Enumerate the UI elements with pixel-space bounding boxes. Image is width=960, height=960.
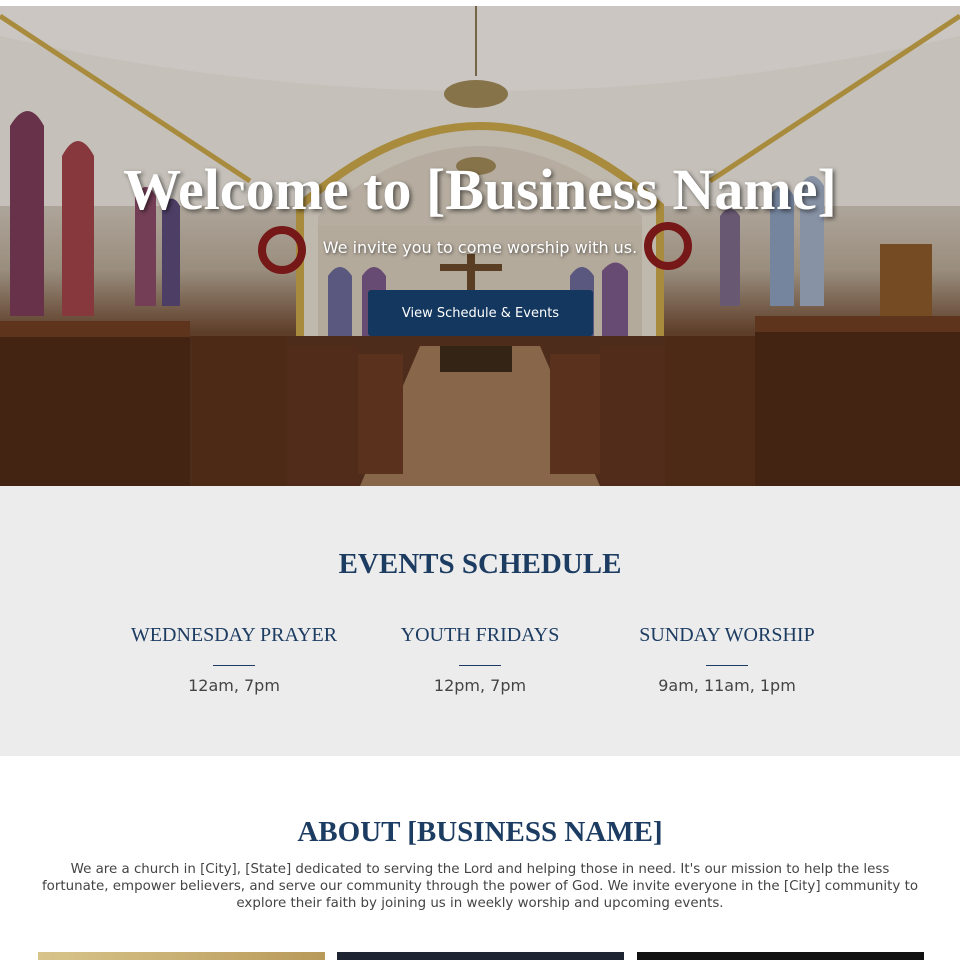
event-sunday-worship <box>597 624 857 695</box>
about-text: We are a church in [City], [State] dedicated to serving the Lord and helping those in need. It's our mission to help the less fortunate, empower believers, and serve our community through the power of God. We invite everyone in the [City] community to explore their faith by joining us in weekly worship and upcoming events. <box>41 862 919 911</box>
events-title: EVENTS SCHEDULE <box>338 548 622 580</box>
view-schedule-button[interactable]: View Schedule & Events <box>368 290 593 336</box>
hero-title: Welcome to [Business Name] <box>123 157 837 222</box>
hero-content <box>0 6 960 486</box>
event-divider <box>459 665 501 666</box>
event-divider <box>706 665 748 666</box>
event-name: SUNDAY WORSHIP <box>639 624 815 646</box>
event-name: YOUTH FRIDAYS <box>400 624 560 646</box>
hero-banner <box>0 6 960 486</box>
event-wednesday-prayer <box>104 624 364 695</box>
gallery-image[interactable] <box>38 952 325 960</box>
events-section <box>0 486 960 756</box>
event-time: 9am, 11am, 1pm <box>658 676 796 695</box>
event-name: WEDNESDAY PRAYER <box>130 624 338 646</box>
hero-subtitle: We invite you to come worship with us. <box>322 238 638 257</box>
gallery-image[interactable] <box>337 952 624 960</box>
about-section <box>0 756 960 960</box>
event-time: 12pm, 7pm <box>433 676 527 695</box>
gallery-image[interactable] <box>637 952 924 960</box>
event-divider <box>213 665 255 666</box>
event-time: 12am, 7pm <box>188 676 280 695</box>
about-title: ABOUT [BUSINESS NAME] <box>297 816 663 848</box>
event-youth-fridays <box>350 624 610 695</box>
